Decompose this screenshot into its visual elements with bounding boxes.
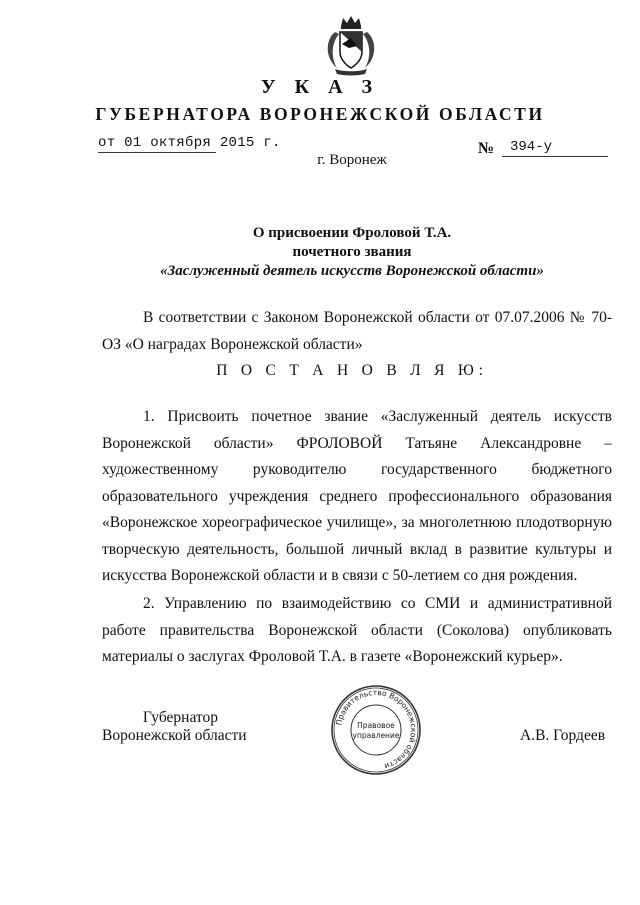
date-text: от 01 октября 2015 г. [98,135,281,151]
subject-line-3: «Заслуженный деятель искусств Воронежской области» [160,263,544,279]
signatory-position-line-1: Губернатор [142,709,218,726]
coat-of-arms-icon [321,14,381,76]
decree-subtitle: ГУБЕРНАТОРА ВОРОНЕЖСКОЙ ОБЛАСТИ [95,104,545,124]
item-2-paragraph: 2. Управлению по взаимодействию со СМИ и административной работе правительства Воронежской области (Соколова) опубликовать материалы о заслугах Фроловой Т.А. в газете «Воронежский курьер». [102,595,612,665]
decree-title: У К А З [260,76,380,98]
decree-word: П О С Т А Н О В Л Я Ю: [216,362,488,379]
stamp-outer-text: Правительство Воронежской области [334,687,419,771]
stamp-inner-line-1: Правовое [357,721,395,730]
signatory-name: А.В. Гордеев [520,727,606,744]
official-stamp-icon [330,684,422,776]
subject-line-1: О присвоении Фроловой Т.А. [252,225,452,241]
item-1-paragraph: 1. Присвоить почетное звание «Заслуженный деятель искусств Воронежской области» ФРОЛОВОЙ Татьяне Александровне – художественному руководителю государственного бюджетного образовательного учреждения среднего профессионального образования «Воронежское хореографическое училище», за многолетнюю плодотворную творческую деятельность, большой личный вклад в развитие культуры и искусства Воронежской области и в связи с 50-летием со дня рождения. [102,408,612,584]
number-value: 394-у [510,139,553,155]
number-sign: № [478,140,495,157]
signatory-position-line-2: Воронежской области [102,727,247,744]
stamp-inner-line-2: управление [352,731,400,740]
intro-paragraph: В соответствии с Законом Воронежской области от 07.07.2006 № 70-ОЗ «О наградах Воронежской области» [102,309,612,353]
subject-line-2: почетного звания [292,244,412,260]
city: г. Воронеж [317,152,387,168]
